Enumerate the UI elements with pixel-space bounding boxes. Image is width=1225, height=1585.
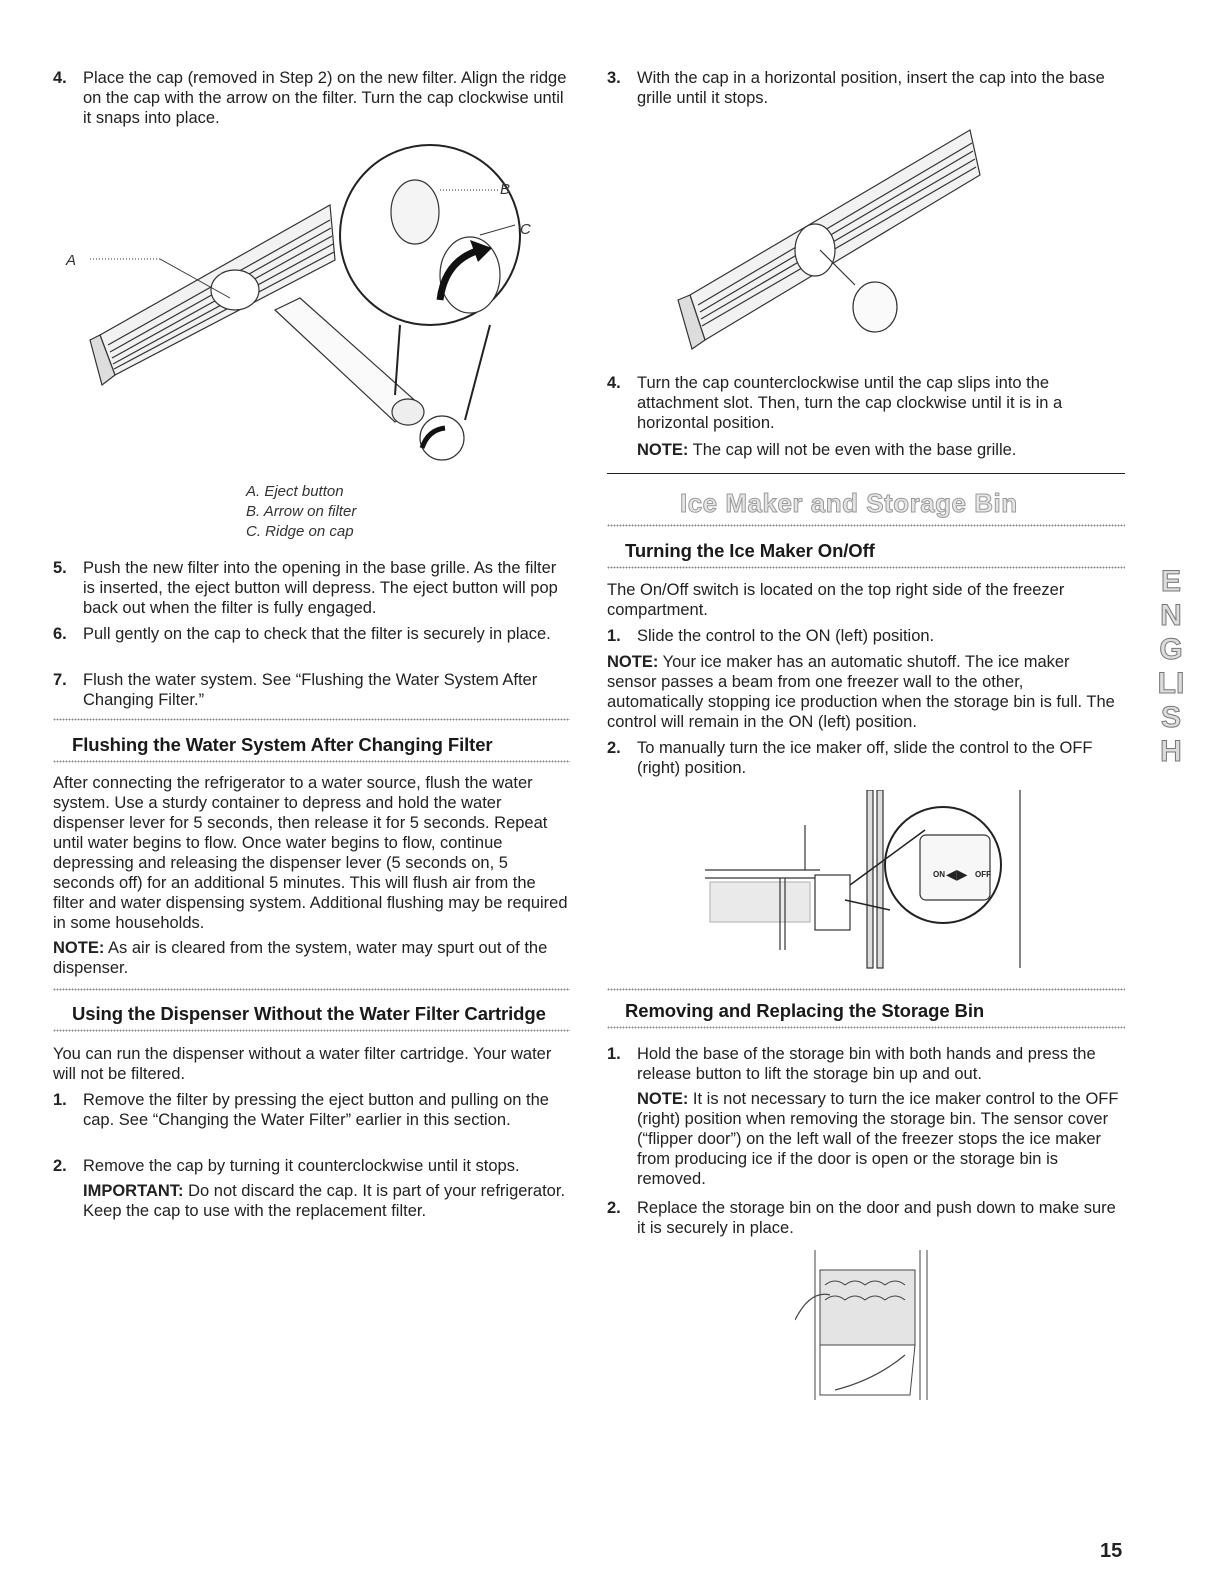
without-filter-body: You can run the dispenser without a water filter cartridge. Your water will not be filtered. bbox=[53, 1045, 552, 1083]
flushing-heading: Flushing the Water System After Changing Filter bbox=[72, 734, 493, 755]
section-rule bbox=[607, 473, 1125, 474]
flushing-body: After connecting the refrigerator to a water source, flush the water system. Use a sturdy container to depress and hold the water dispenser lever for 5 seconds, then release it for 5 seconds. Repeat until water begins to flow. Once water begins to flow, continue depressing and releasing the dispenser lever (5 seconds on, 5 seconds off) for an additional 5 minutes. This will flush air from the filter and water dispensing system. Additional flushing may be required in some households. bbox=[53, 774, 568, 932]
divider bbox=[53, 988, 570, 991]
filter-step-6: 6. Pull gently on the cap to check that the filter is securely in place. bbox=[53, 625, 551, 643]
switch-arrows-icon: ◀▶ bbox=[946, 866, 968, 882]
divider bbox=[607, 1026, 1125, 1029]
figure-label-c: C bbox=[520, 221, 531, 238]
without-filter-heading: Using the Dispenser Without the Water Filter Cartridge bbox=[72, 1003, 546, 1024]
filter-step-7: 7. Flush the water system. See “Flushing the Water System After Changing Filter.” bbox=[53, 671, 538, 709]
ice-maker-switch-illustration bbox=[705, 790, 1025, 970]
filter-installation-illustration bbox=[60, 140, 560, 475]
turning-step-1: 1. Slide the control to the ON (left) position. bbox=[607, 627, 935, 645]
section-title: Ice Maker and Storage Bin bbox=[680, 488, 1018, 518]
figure-caption-a: A. Eject button bbox=[246, 483, 344, 500]
figure-label-b: B bbox=[500, 181, 511, 198]
without-step-1: 1. Remove the filter by pressing the eject button and pulling on the cap. See “Changing the Water Filter” earlier in this section. bbox=[53, 1091, 549, 1129]
switch-off-label: OFF bbox=[975, 870, 991, 879]
language-tab: ENGLISH bbox=[1157, 565, 1185, 768]
cap-step-4-note: NOTE: The cap will not be even with the base grille. bbox=[637, 441, 1017, 459]
without-step-2: 2. Remove the cap by turning it counterclockwise until it stops. bbox=[53, 1157, 520, 1175]
filter-step-4: 4. Place the cap (removed in Step 2) on the new filter. Align the ridge on the cap with the arrow on the filter. Turn the cap clockwise until it snaps into place. bbox=[53, 69, 567, 127]
storage-bin-illustration bbox=[795, 1250, 945, 1405]
divider bbox=[607, 988, 1125, 991]
turning-heading: Turning the Ice Maker On/Off bbox=[625, 540, 875, 561]
divider bbox=[53, 1029, 570, 1032]
divider bbox=[607, 524, 1125, 527]
figure-label-a: A bbox=[66, 252, 77, 269]
divider bbox=[53, 760, 570, 763]
switch-on-label: ON bbox=[933, 870, 945, 879]
filter-step-5: 5. Push the new filter into the opening in the base grille. As the filter is inserted, the eject button will depress. The eject button will pop back out when the filter is fully engaged. bbox=[53, 559, 558, 617]
turning-body: The On/Off switch is located on the top right side of the freezer compartment. bbox=[607, 581, 1065, 619]
cap-insert-illustration bbox=[670, 115, 990, 355]
removing-step-1: 1. Hold the base of the storage bin with both hands and press the release button to lift the storage bin up and out. bbox=[607, 1045, 1096, 1083]
cap-step-4: 4. Turn the cap counterclockwise until the cap slips into the attachment slot. Then, turn the cap clockwise until it is in a horizontal position. bbox=[607, 374, 1063, 432]
removing-heading: Removing and Replacing the Storage Bin bbox=[625, 1000, 985, 1021]
cap-step-3: 3. With the cap in a horizontal position, insert the cap into the base grille until it stops. bbox=[607, 69, 1105, 107]
removing-note: NOTE: It is not necessary to turn the ice maker control to the OFF (right) position when removing the storage bin. The sensor cover (“flipper door”) on the left wall of the freezer stops the ice maker from producing ice if the door is open or the storage bin is removed. bbox=[637, 1090, 1119, 1188]
page-number: 15 bbox=[1100, 1540, 1123, 1562]
figure-caption-c: C. Ridge on cap bbox=[246, 523, 354, 540]
figure-caption-b: B. Arrow on filter bbox=[246, 503, 357, 520]
removing-step-2: 2. Replace the storage bin on the door and push down to make sure it is securely in place. bbox=[607, 1199, 1116, 1237]
important-note: IMPORTANT: Do not discard the cap. It is part of your refrigerator. Keep the cap to use with the replacement filter. bbox=[83, 1182, 566, 1220]
turning-step-2: 2. To manually turn the ice maker off, slide the control to the OFF (right) position. bbox=[607, 739, 1093, 777]
turning-note: NOTE: Your ice maker has an automatic shutoff. The ice maker sensor passes a beam from one freezer wall to the other, automatically stopping ice production when the storage bin is full. The control will remain in the ON (left) position. bbox=[607, 653, 1115, 731]
divider bbox=[53, 718, 570, 721]
flushing-note: NOTE: As air is cleared from the system, water may spurt out of the dispenser. bbox=[53, 939, 548, 977]
divider bbox=[607, 566, 1125, 569]
